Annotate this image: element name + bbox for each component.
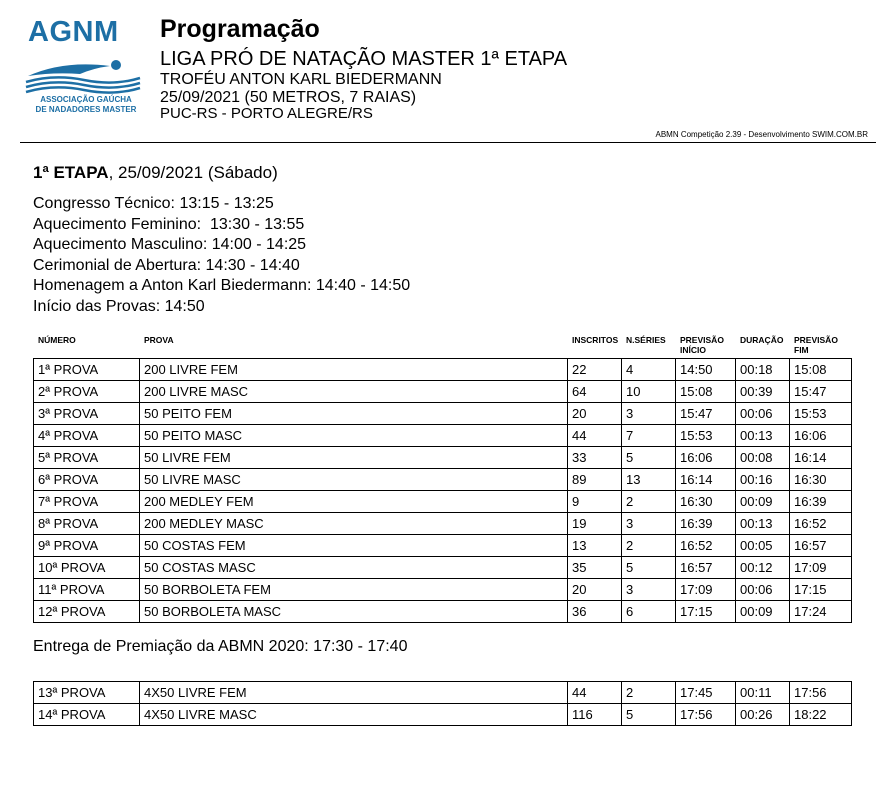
cell-numero: 5ª PROVA [34,447,140,469]
cell-prova: 50 BORBOLETA MASC [140,601,568,623]
cell-previsao-fim: 15:08 [790,359,852,381]
logo-subtitle-line1: ASSOCIAÇÃO GAÚCHA [40,95,132,104]
schedule-item: Aquecimento Feminino: 13:30 - 13:55 [33,215,305,233]
cell-prova: 200 MEDLEY MASC [140,513,568,535]
cell-previsao-fim: 18:22 [790,704,852,726]
cell-prova: 50 LIVRE FEM [140,447,568,469]
col-previsao-inicio-line2: INÍCIO [680,345,706,355]
schedule-list [33,194,410,317]
table-row [34,513,852,535]
cell-previsao-fim: 17:56 [790,682,852,704]
cell-nseries: 7 [622,425,676,447]
cell-inscritos: 22 [568,359,622,381]
cell-inscritos: 44 [568,425,622,447]
col-previsao-inicio [680,335,724,355]
cell-prova: 50 COSTAS MASC [140,557,568,579]
cell-prova: 50 LIVRE MASC [140,469,568,491]
table-row [34,579,852,601]
col-inscritos: INSCRITOS [572,335,619,345]
cell-numero: 6ª PROVA [34,469,140,491]
cell-previsao-fim: 15:47 [790,381,852,403]
col-previsao-fim-line1: PREVISÃO [794,335,838,345]
cell-inscritos: 9 [568,491,622,513]
cell-numero: 4ª PROVA [34,425,140,447]
cell-previsao-fim: 16:57 [790,535,852,557]
cell-inscritos: 13 [568,535,622,557]
cell-nseries: 3 [622,579,676,601]
col-previsao-fim-line2: FIM [794,345,809,355]
cell-inscritos: 33 [568,447,622,469]
cell-numero: 14ª PROVA [34,704,140,726]
cell-previsao-inicio: 15:47 [676,403,736,425]
col-numero: NÚMERO [38,335,76,345]
trophy-name: TROFÉU ANTON KARL BIEDERMANN [160,71,442,88]
header-divider [20,142,876,143]
table-row [34,403,852,425]
cell-inscritos: 36 [568,601,622,623]
cell-prova: 200 MEDLEY FEM [140,491,568,513]
cell-previsao-inicio: 15:53 [676,425,736,447]
cell-previsao-inicio: 16:57 [676,557,736,579]
cell-duracao: 00:06 [736,403,790,425]
cell-duracao: 00:06 [736,579,790,601]
table-row [34,359,852,381]
cell-prova: 50 PEITO MASC [140,425,568,447]
table-row [34,682,852,704]
cell-nseries: 5 [622,557,676,579]
logo-subtitle-line2: DE NADADORES MASTER [35,105,137,114]
table-row [34,381,852,403]
table-row [34,557,852,579]
cell-numero: 1ª PROVA [34,359,140,381]
cell-duracao: 00:05 [736,535,790,557]
cell-numero: 9ª PROVA [34,535,140,557]
col-nseries: N.SÉRIES [626,335,666,345]
cell-prova: 50 COSTAS FEM [140,535,568,557]
competition-date: 25/09/2021 (50 METROS, 7 RAIAS) [160,89,417,106]
cell-numero: 2ª PROVA [34,381,140,403]
col-prova: PROVA [144,335,174,345]
schedule-item: Congresso Técnico: 13:15 - 13:25 [33,195,274,212]
cell-prova: 200 LIVRE MASC [140,381,568,403]
table-row [34,469,852,491]
cell-nseries: 2 [622,491,676,513]
cell-numero: 10ª PROVA [34,557,140,579]
page-title: Programação [160,15,320,43]
competition-name: LIGA PRÓ DE NATAÇÃO MASTER 1ª ETAPA [160,48,568,70]
cell-previsao-fim: 17:24 [790,601,852,623]
cell-numero: 7ª PROVA [34,491,140,513]
cell-nseries: 5 [622,447,676,469]
swimmer-wave-icon [24,54,142,94]
stage-label: 1ª ETAPA [33,163,109,182]
cell-duracao: 00:08 [736,447,790,469]
cell-duracao: 00:16 [736,469,790,491]
cell-duracao: 00:11 [736,682,790,704]
cell-previsao-fim: 16:30 [790,469,852,491]
col-duracao: DURAÇÃO [740,335,784,345]
cell-numero: 11ª PROVA [34,579,140,601]
cell-prova: 4X50 LIVRE MASC [140,704,568,726]
cell-duracao: 00:18 [736,359,790,381]
cell-previsao-inicio: 17:09 [676,579,736,601]
schedule-item: Homenagem a Anton Karl Biedermann: 14:40 - 14:50 [33,277,411,294]
cell-duracao: 00:13 [736,513,790,535]
cell-prova: 200 LIVRE FEM [140,359,568,381]
cell-numero: 13ª PROVA [34,682,140,704]
cell-numero: 12ª PROVA [34,601,140,623]
schedule-item: Cerimonial de Abertura: 14:30 - 14:40 [33,256,300,274]
cell-previsao-fim: 17:15 [790,579,852,601]
cell-inscritos: 44 [568,682,622,704]
cell-duracao: 00:39 [736,381,790,403]
cell-previsao-fim: 17:09 [790,557,852,579]
cell-previsao-inicio: 16:06 [676,447,736,469]
cell-duracao: 00:09 [736,491,790,513]
table-row [34,601,852,623]
schedule-item: Início das Provas: 14:50 [33,297,205,315]
stage-date: , 25/09/2021 (Sábado) [108,163,278,182]
software-credit: ABMN Competição 2.39 - Desenvolvimento SWIM.COM.BR [655,130,868,139]
table-row [34,491,852,513]
table-row [34,425,852,447]
cell-duracao: 00:26 [736,704,790,726]
cell-nseries: 3 [622,513,676,535]
cell-inscritos: 89 [568,469,622,491]
cell-previsao-inicio: 15:08 [676,381,736,403]
cell-previsao-fim: 16:14 [790,447,852,469]
cell-prova: 50 PEITO FEM [140,403,568,425]
cell-prova: 4X50 LIVRE FEM [140,682,568,704]
cell-previsao-fim: 16:39 [790,491,852,513]
cell-previsao-inicio: 14:50 [676,359,736,381]
cell-duracao: 00:09 [736,601,790,623]
cell-inscritos: 35 [568,557,622,579]
cell-nseries: 5 [622,704,676,726]
events-table [33,358,852,623]
agnm-logo [22,16,146,114]
cell-nseries: 2 [622,535,676,557]
cell-nseries: 3 [622,403,676,425]
cell-nseries: 4 [622,359,676,381]
cell-inscritos: 19 [568,513,622,535]
table-row [34,447,852,469]
table-row [34,704,852,726]
col-previsao-inicio-line1: PREVISÃO [680,335,724,345]
stage-heading [33,163,278,183]
cell-inscritos: 116 [568,704,622,726]
cell-duracao: 00:12 [736,557,790,579]
cell-previsao-inicio: 17:15 [676,601,736,623]
cell-previsao-inicio: 17:56 [676,704,736,726]
table-row [34,535,852,557]
cell-numero: 8ª PROVA [34,513,140,535]
cell-numero: 3ª PROVA [34,403,140,425]
cell-nseries: 2 [622,682,676,704]
logo-subtitle [30,95,142,115]
cell-nseries: 10 [622,381,676,403]
cell-previsao-inicio: 16:52 [676,535,736,557]
cell-inscritos: 64 [568,381,622,403]
cell-nseries: 6 [622,601,676,623]
cell-previsao-fim: 15:53 [790,403,852,425]
relays-table [33,681,852,726]
awards-ceremony: Entrega de Premiação da ABMN 2020: 17:30 - 17:40 [33,638,408,655]
cell-previsao-inicio: 16:30 [676,491,736,513]
cell-previsao-inicio: 17:45 [676,682,736,704]
cell-previsao-inicio: 16:39 [676,513,736,535]
col-previsao-fim [794,335,838,355]
cell-inscritos: 20 [568,403,622,425]
schedule-item: Aquecimento Masculino: 14:00 - 14:25 [33,236,307,253]
cell-prova: 50 BORBOLETA FEM [140,579,568,601]
cell-previsao-fim: 16:06 [790,425,852,447]
table-header [33,335,851,357]
cell-inscritos: 20 [568,579,622,601]
cell-previsao-inicio: 16:14 [676,469,736,491]
competition-venue: PUC-RS - PORTO ALEGRE/RS [160,105,373,122]
cell-previsao-fim: 16:52 [790,513,852,535]
cell-duracao: 00:13 [736,425,790,447]
cell-nseries: 13 [622,469,676,491]
logo-name: AGNM [28,16,119,48]
